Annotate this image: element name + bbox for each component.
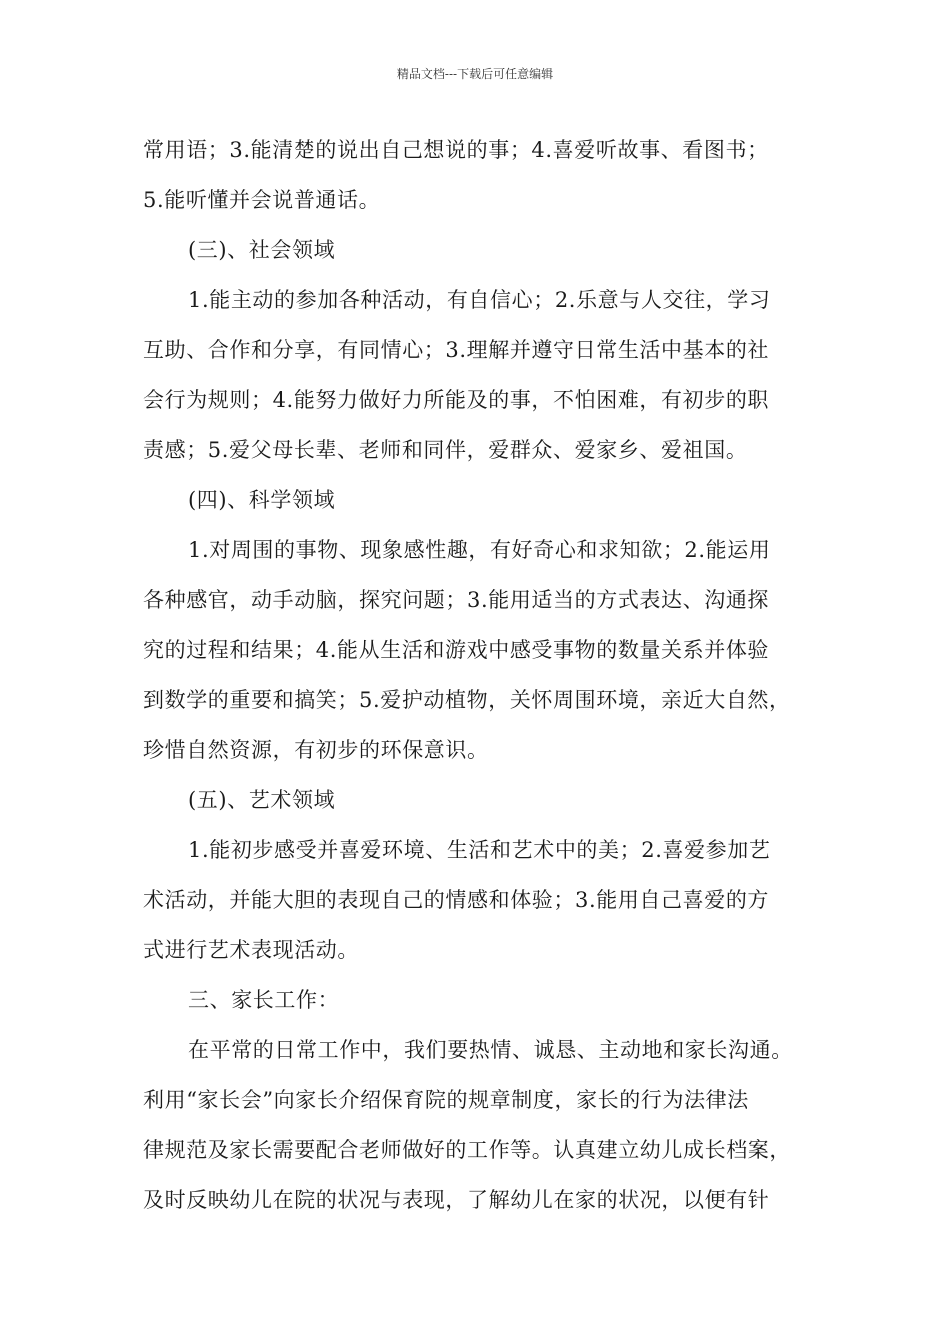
- body-line: 及时反映幼儿在院的状况与表现，了解幼儿在家的状况，以便有针: [143, 1188, 770, 1212]
- body-line: 互助、合作和分享，有同情心；3.理解并遵守日常生活中基本的社: [143, 338, 770, 362]
- body-line: 会行为规则；4.能努力做好力所能及的事，不怕困难，有初步的职: [143, 388, 770, 412]
- body-line: 式进行艺术表现活动。: [143, 938, 359, 962]
- body-line: 利用“家长会”向家长介绍保育院的规章制度，家长的行为法律法: [143, 1088, 749, 1112]
- document-body: [143, 125, 833, 1225]
- section-heading-art: (五)、艺术领域: [188, 788, 336, 812]
- body-line: 1.能主动的参加各种活动，有自信心；2.乐意与人交往，学习: [188, 288, 771, 312]
- body-line: 责感；5.爱父母长辈、老师和同伴，爱群众、爱家乡、爱祖国。: [143, 438, 748, 462]
- section-heading-science: (四)、科学领域: [188, 488, 336, 512]
- body-line: 常用语；3.能清楚的说出自己想说的事；4.喜爱听故事、看图书；: [143, 138, 769, 162]
- body-line: 律规范及家长需要配合老师做好的工作等。认真建立幼儿成长档案，: [143, 1138, 791, 1162]
- body-line: 珍惜自然资源，有初步的环保意识。: [143, 738, 489, 762]
- section-heading-social: (三)、社会领域: [188, 238, 336, 262]
- body-line: 在平常的日常工作中，我们要热情、诚恳、主动地和家长沟通。: [188, 1038, 793, 1062]
- body-line: 1.对周围的事物、现象感性趣，有好奇心和求知欲；2.能运用: [188, 538, 771, 562]
- body-line: 各种感官，动手动脑，探究问题；3.能用适当的方式表达、沟通探: [143, 588, 770, 612]
- body-line: 5.能听懂并会说普通话。: [143, 188, 381, 212]
- section-heading-parent-work: 三、家长工作：: [188, 988, 340, 1012]
- body-line: 究的过程和结果；4.能从生活和游戏中感受事物的数量关系并体验: [143, 638, 770, 662]
- body-line: 1.能初步感受并喜爱环境、生活和艺术中的美；2.喜爱参加艺: [188, 838, 771, 862]
- body-line: 术活动，并能大胆的表现自己的情感和体验；3.能用自己喜爱的方: [143, 888, 770, 912]
- page-header-note: 精品文档---下载后可任意编辑: [396, 67, 554, 81]
- body-line: 到数学的重要和搞笑；5.爱护动植物，关怀周围环境，亲近大自然，: [143, 688, 791, 712]
